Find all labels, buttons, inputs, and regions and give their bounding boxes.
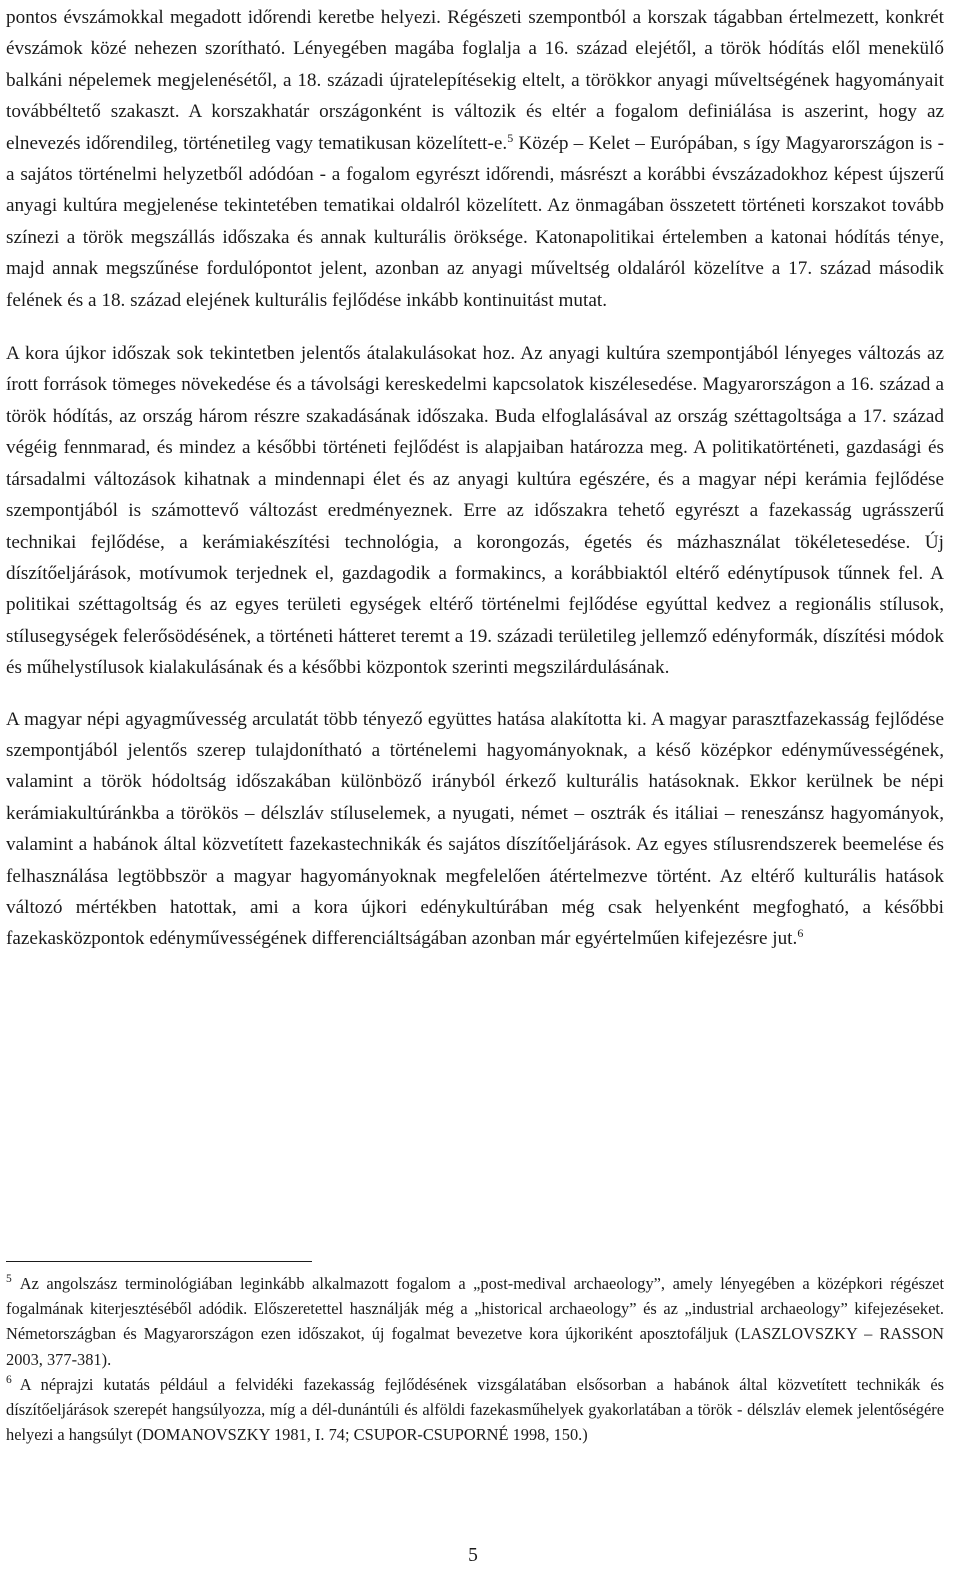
footnote-5	[6, 1271, 944, 1372]
page-number: 5	[468, 1545, 478, 1566]
footnote-ref-5[interactable]: 5	[507, 130, 514, 145]
paragraph-text: Közép – Kelet – Európában, s így Magyarországon is - a sajátos történelmi helyzetből adódóan - a fogalom egyrészt időrendi, másrészt a korábbi évszázadokhoz képest újszerű anyagi kultúra megjelenése tekintetében tematikai oldalról közelített. Az önmagában összetett történeti korszakot tovább színezi a török megszállás időszaka és annak kulturális öröksége. Katonapolitikai értelemben a katonai hódítás tényе, majd annak megszűnése fordulópontot jelent, azonban az anyagi műveltség oldaláról közelítve a 17. század második felének és a 18. század elejének kulturális fejlődése inkább kontinuitást mutat.	[6, 132, 944, 311]
footnote-text: A néprajzi kutatás például a felvidéki fazekasság fejlődésének vizsgálatában elsősorban a habánok által közvetített technikák és díszítőeljárások szerepét hangsúlyozza, míg a dél-dunántúli és alföldi fazekasműhelyek gyakorlatában a török - délszláv elemek jelentőségére helyezi a hangsúlyt (DOMANOVSZKY 1981, I. 74; CSUPOR-CSUPORNÉ 1998, 150.)	[6, 1374, 944, 1445]
footnote-text: Az angolszász terminológiában leginkább alkalmazott fogalom a „post-medival archaeology”, amely lényegében a középkori régészet fogalmának kiterjesztéséből adódik. Előszeretettel használják még a „historical archaeology” és az „industrial archaeology” kifejezéseket. Németországban és Magyarországon ezen időszakot, új fogalmat bevezetve kora újkoriként aposztofáljuk (LASZLOVSZKY – RASSON 2003, 377-381).	[6, 1274, 944, 1369]
body-text	[6, 2, 944, 955]
paragraph-period-definition	[6, 2, 944, 316]
footnote-ref-6[interactable]: 6	[797, 926, 804, 941]
paragraph-early-modern-changes	[6, 338, 944, 683]
paragraph-folk-pottery	[6, 704, 944, 955]
footnote-mark: 5	[6, 1273, 12, 1285]
footnote-separator	[6, 1261, 312, 1262]
paragraph-text: A magyar népi agyagművesség arculatát több tényező együttes hatása alakította ki. A magyar parasztfazekasság fejlődése szempontjából jelentős szerep tulajdonítható a történelemi hagyományoknak, a késő középkor edényművességének, valamint a török hódoltság időszakában különböző irányból érkező kulturális hatásoknak. Ekkor kerülnek be népi kerámiakultúránkba a törökös – délszláv stíluselemek, a nyugati, német – osztrák és itáliai – reneszánsz hagyományok, valamint a habánok által közvetített fazekastechnikák és sajátos díszítőeljárások. Az egyes stílusrendszerek beemelése és felhasználása legtöbbször a magyar hagyományoknak megfelelően átértelmezve történt. Az eltérő kulturális hatások változó mértékben hatottak, ami a kora újkori edénykultúrában még csak helyenként megfogható, a későbbi fazekasközpontok edényművességének differenciáltságában azonban már egyértelműen kifejezésre jut.	[6, 708, 944, 950]
paragraph-text: A kora újkor időszak sok tekintetben jelentős átalakulásokat hoz. Az anyagi kultúra szempontjából lényeges változás az írott források tömeges növekedése és a távolsági kereskedelmi kapcsolatok kiszélesedése. Magyarországon a 16. század a török hódítás, az ország három részre szakadásának időszaka. Buda elfoglalásával az ország széttagoltsága a 17. század végéig fennmarad, és mindez a későbbi történeti fejlődést is alapjaiban határozza meg. A politikatörténeti, gazdasági és társadalmi változások kihatnak a mindennapi élet és az anyagi kultúra egészére, és a magyar népi kerámia fejlődése szempontjából is számottevő változást eredményeznek. Erre az időszakra tehető egyrészt a fazekasság ugrásszerű technikai fejlődése, a kerámiakészítési technológia, a korongozás, égetés és mázhasználat tökéletesedése. Új díszítőeljárások, motívumok terjednek el, gazdagodik a formakincs, a korábbiaktól eltérő edénytípusok tűnnek fel. A politikai széttagoltság és az egyes területi egységek eltérő történelmi fejlődése egyúttal kedvez a regionális stílusok, stílusegységek felerősödésének, a történeti hátteret teremt a 19. századi területileg jellemző edényformák, díszítési módok és műhelystílusok kialakulásának és a későbbi központok szerinti megszilárdulásának.	[6, 343, 944, 679]
footnote-6	[6, 1372, 944, 1448]
paragraph-text: pontos évszámokkal megadott időrendi keretbe helyezi. Régészeti szempontból a korszak tágabban értelmezett, konkrét évszámok közé nehezen szorítható. Lényegében magába foglalja a 16. század elejétől, a török hódítás elől menekülő balkáni népelemek megjelenésétől, a 18. századi újratelepítésekig eltelt, a törökkor anyagi műveltségének hagyományait továbbéltető szakaszt. A korszakhatár országonként is változik és eltér a fogalom definiálása is aszerint, hogy az elnevezés időrendileg, történetileg vagy tematikusan közelített-e.	[6, 7, 944, 154]
footnote-mark: 6	[6, 1373, 12, 1386]
footnotes	[6, 1271, 944, 1447]
